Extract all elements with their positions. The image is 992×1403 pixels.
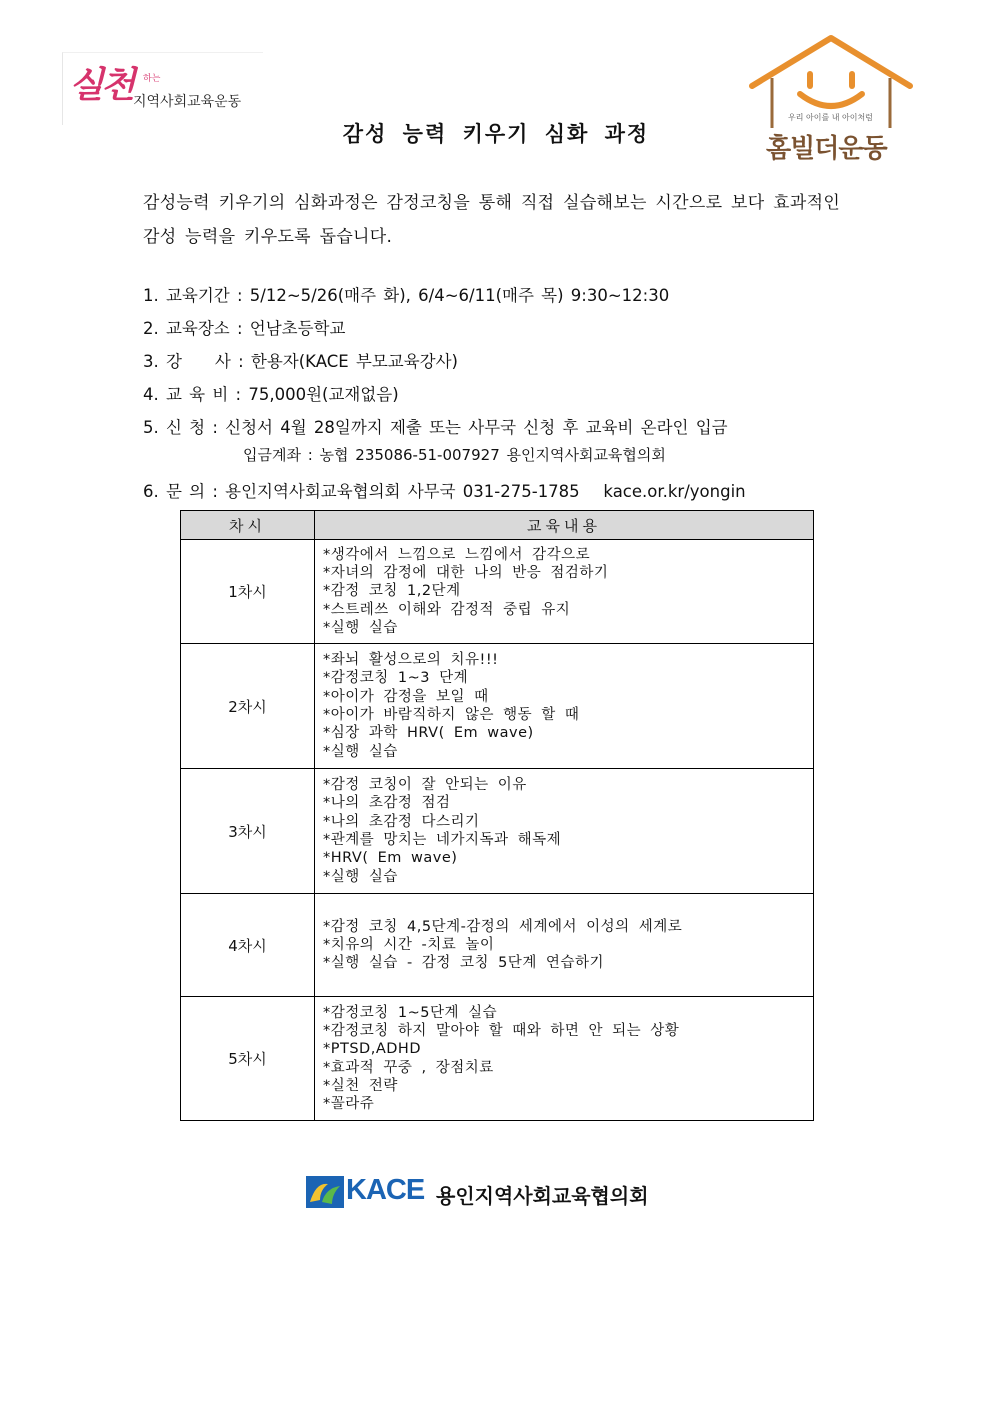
left-logo-name: 지역사회교육운동 — [133, 94, 242, 110]
content-item: *나의 초감정 점검 — [323, 795, 451, 812]
table-row — [181, 644, 814, 769]
content-item: *감정코칭 1~3 단계 — [323, 670, 469, 687]
content-item: *실행 실습 — [323, 868, 398, 885]
content-cell — [315, 540, 814, 644]
content-item: *감정 코칭이 잘 안되는 이유 — [323, 777, 527, 794]
content-item: *꼴라쥬 — [323, 1096, 375, 1113]
left-logo-small: 하는 — [143, 74, 161, 84]
footer-org-name: 용인지역사회교육협의회 — [436, 1184, 649, 1208]
right-logo-tagline: 우리 아이를 내 아이처럼 — [788, 113, 873, 122]
page-title: 감성 능력 키우기 심화 과정 — [342, 122, 650, 146]
content-item: *감정코칭 1~5단계 실습 — [323, 1004, 498, 1021]
session-cell: 5차시 — [181, 997, 315, 1121]
content-cell — [315, 997, 814, 1121]
info-account — [243, 444, 666, 465]
info-apply: 5. 신 청 : 신청서 4월 28일까지 제출 또는 사무국 신청 후 교육비 온라인 입금 — [143, 418, 728, 437]
session-cell: 1차시 — [181, 540, 315, 644]
content-item: *PTSD,ADHD — [323, 1041, 421, 1058]
table-row — [181, 997, 814, 1121]
info-location: 2. 교육장소 : 언남초등학교 — [143, 319, 346, 338]
footer-logo — [306, 1174, 686, 1210]
content-item: *감정 코칭 4,5단계-감정의 세계에서 이성의 세계로 — [323, 918, 683, 935]
content-item: *스트레쓰 이해와 감정적 중립 유지 — [323, 601, 571, 618]
intro-paragraph: 감성능력 키우기의 심화과정은 감정코칭을 통해 직접 실습해보는 시간으로 보다 효과적인 감성 능력을 키우도록 돕습니다. — [143, 193, 841, 247]
table-header-row — [181, 511, 814, 540]
content-item: *실천 전략 — [323, 1077, 398, 1094]
content-item: *효과적 꾸중 , 장점치료 — [323, 1059, 494, 1076]
session-cell: 2차시 — [181, 644, 315, 769]
content-item: *좌뇌 활성으로의 치유!!! — [323, 652, 499, 669]
content-item: *자녀의 감정에 대한 나의 반응 점검하기 — [323, 565, 609, 582]
content-cell — [315, 644, 814, 769]
header-content: 교육내용 — [315, 511, 814, 540]
content-item: *HRV( Em wave) — [323, 850, 458, 867]
session-cell: 4차시 — [181, 894, 315, 997]
left-logo-mark: 실천 — [69, 64, 133, 106]
session-cell: 3차시 — [181, 769, 315, 894]
content-item: *아이가 감정을 보일 때 — [323, 688, 489, 705]
content-item: *심장 과학 HRV( Em wave) — [323, 725, 534, 742]
content-item: *치유의 시간 -치료 놀이 — [323, 936, 495, 953]
left-logo — [62, 52, 263, 125]
right-logo-name: 홈빌더운동 — [766, 134, 887, 164]
content-cell — [315, 769, 814, 894]
schedule-table — [180, 510, 814, 1121]
table-row — [181, 894, 814, 997]
content-item: *실행 실습 — [323, 619, 398, 636]
content-item: *아이가 바람직하지 않은 행동 할 때 — [323, 707, 580, 723]
content-item: *실행 실습 - 감정 코칭 5단계 연습하기 — [323, 955, 604, 972]
table-row — [181, 769, 814, 894]
table-row — [181, 540, 814, 644]
content-cell — [315, 894, 814, 997]
content-item: *생각에서 느낌으로 느낌에서 감각으로 — [323, 546, 591, 563]
info-contact: 6. 문 의 : 용인지역사회교육협의회 사무국 031-275-1785 kace.or.kr/yongin — [143, 482, 746, 501]
content-item: *관계를 망치는 네가지독과 해독제 — [323, 832, 562, 848]
info-instructor: 3. 강 사 : 한용자(KACE 부모교육강사) — [143, 352, 458, 371]
footer-brand: KACE — [346, 1174, 425, 1206]
info-account-text: 입금계좌 : 농협 235086-51-007927 용인지역사회교육협의회 — [243, 446, 666, 464]
content-item: *나의 초감정 다스리기 — [323, 813, 480, 830]
content-item: *감정 코칭 1,2단계 — [323, 583, 461, 600]
content-item: *감정코칭 하지 말아야 할 때와 하면 안 되는 상황 — [323, 1022, 680, 1039]
info-period: 1. 교육기간 : 5/12~5/26(매주 화), 6/4~6/11(매주 목) 9:30~12:30 — [143, 286, 670, 305]
content-item: *실행 실습 — [323, 743, 398, 760]
header-session: 차시 — [181, 511, 315, 540]
kace-logo-icon — [306, 1176, 344, 1208]
info-fee: 4. 교 육 비 : 75,000원(교재없음) — [143, 385, 399, 404]
